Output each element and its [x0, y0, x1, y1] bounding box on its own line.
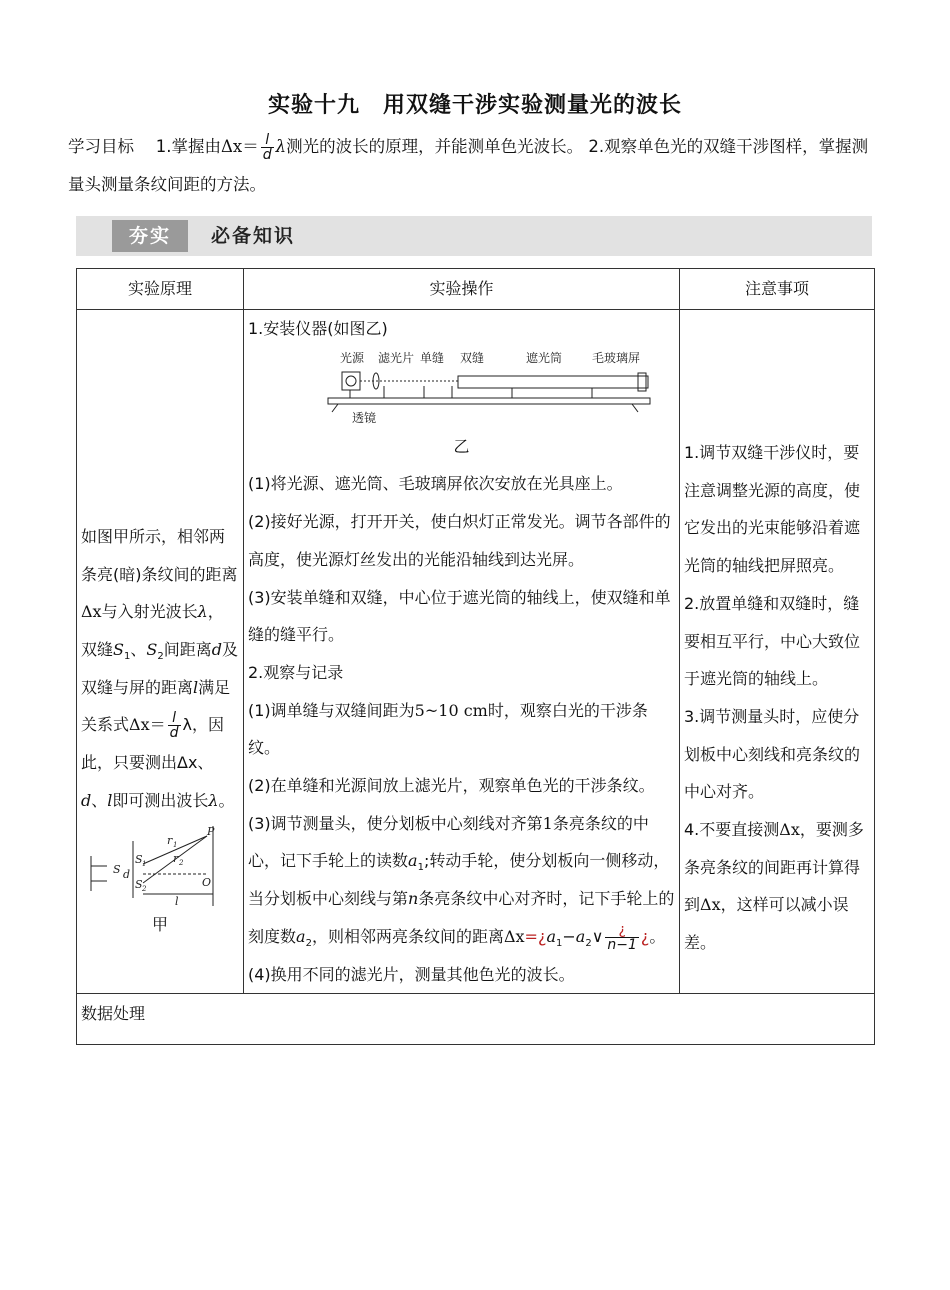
banner-tag: 夯实 [112, 220, 188, 252]
header-notes: 注意事项 [680, 269, 875, 310]
svg-text:O: O [202, 875, 212, 889]
svg-text:光源: 光源 [339, 350, 364, 365]
header-operation: 实验操作 [244, 269, 680, 310]
apparatus-diagram [272, 348, 652, 428]
notes-cell: 1.调节双缝干涉仪时，要注意调整光源的高度，使它发出的光束能够沿着遮光筒的轴线把屏照亮。 2.放置单缝和双缝时，缝要相互平行，中心大致位于遮光筒的轴线上。 3.调节测量头时，应使分划板中心刻线和亮条纹的中心对齐。 4.不要直接测Δx，要测多条亮条纹的间距再计算得到Δx，这样可以减小误差。 [680, 310, 875, 994]
svg-text:2: 2 [179, 858, 184, 867]
experiment-table [76, 268, 875, 1045]
svg-text:2: 2 [142, 884, 147, 893]
section-banner [76, 216, 872, 256]
svg-text:单缝: 单缝 [419, 350, 444, 365]
page-title: 实验十九 用双缝干涉实验测量光的波长 [267, 93, 682, 118]
double-slit-diagram [87, 826, 237, 906]
table-header-row [77, 269, 875, 310]
label-P: P [207, 825, 215, 838]
operation-cell: 1.安装仪器(如图乙) 光源 滤光片 单缝 双缝 遮光筒 毛玻璃屏 透镜 乙 (1)将光源、遮光筒、毛玻璃屏依次安放在光具座上。 (2)接好光源，打开开关，使白炽灯正常发光。调节各部件的高度，使光源灯丝发出的光能沿轴线到达光屏。 (3)安装单缝和双缝，中心位于遮光筒的轴线上，使双缝和单缝的缝平行。 2.观察与记录 (1)调单缝与双缝间距为5~10 cm时，观察白光的干涉条纹。 (2)在单缝和光源间放上滤光片，观察单色光的干涉条纹。 (3)调节测量头，使分划板中心刻线对齐第1条亮条纹的中心，记下手轮上的读数$a_1$;转动手轮，使分划板向一侧移动，当分划板中心刻线与第n条亮条纹中心对齐时，记下手轮上的刻度数$a_2$，则相邻两亮条纹间的距离$\Delta x=¿a_1-a_2\vee$ $\frac{¿}{n-1}$ ¿。 (4)换用不同的滤光片，测量其他色光的波长。 [244, 310, 680, 994]
header-principle: 实验原理 [77, 269, 244, 310]
figure-yi-caption: 乙 [453, 436, 470, 456]
svg-text:S: S [113, 862, 121, 876]
goals-label: 学习目标 [68, 137, 134, 156]
svg-text:毛玻璃屏: 毛玻璃屏 [591, 350, 640, 365]
svg-text:l: l [175, 894, 179, 906]
data-processing-row [77, 994, 875, 1045]
svg-text:遮光筒: 遮光筒 [525, 350, 562, 365]
figure-jia-caption: 甲 [151, 914, 168, 934]
data-processing-cell: 数据处理 [77, 994, 875, 1045]
svg-text:d: d [123, 867, 131, 881]
principle-cell: 如图甲所示，相邻两条亮(暗)条纹间的距离Δx与入射光波长λ，双缝$S_1$、$S_2$间距离d及双缝与屏的距离l满足关系式Δx＝ $\frac{l}{d}$ λ，因此，只要测出Δx、d、l即可测出波长λ。 P r 1 r 2 S S 1 S 2 d O l 甲 [77, 310, 244, 994]
svg-text:滤光片: 滤光片 [377, 350, 414, 365]
svg-text:S: S [135, 877, 143, 891]
svg-text:1: 1 [173, 840, 178, 849]
banner-title: 必备知识 [211, 225, 296, 247]
svg-text:r: r [173, 851, 179, 865]
table-content-row [77, 310, 875, 994]
svg-text:1: 1 [142, 859, 147, 868]
learning-goals: 学习目标 1.掌握由Δx＝ $\frac{l}{d}$ λ测光的波长的原理，并能测单色光波长。 2.观察单色光的双缝干涉图样，掌握测量头测量条纹间距的方法。 [68, 132, 869, 194]
svg-text:r: r [167, 833, 173, 847]
svg-text:透镜: 透镜 [351, 410, 376, 425]
svg-text:双缝: 双缝 [459, 350, 484, 365]
goal-fraction: $\frac{l}{d}$ [262, 132, 272, 163]
svg-text:S: S [135, 852, 143, 866]
